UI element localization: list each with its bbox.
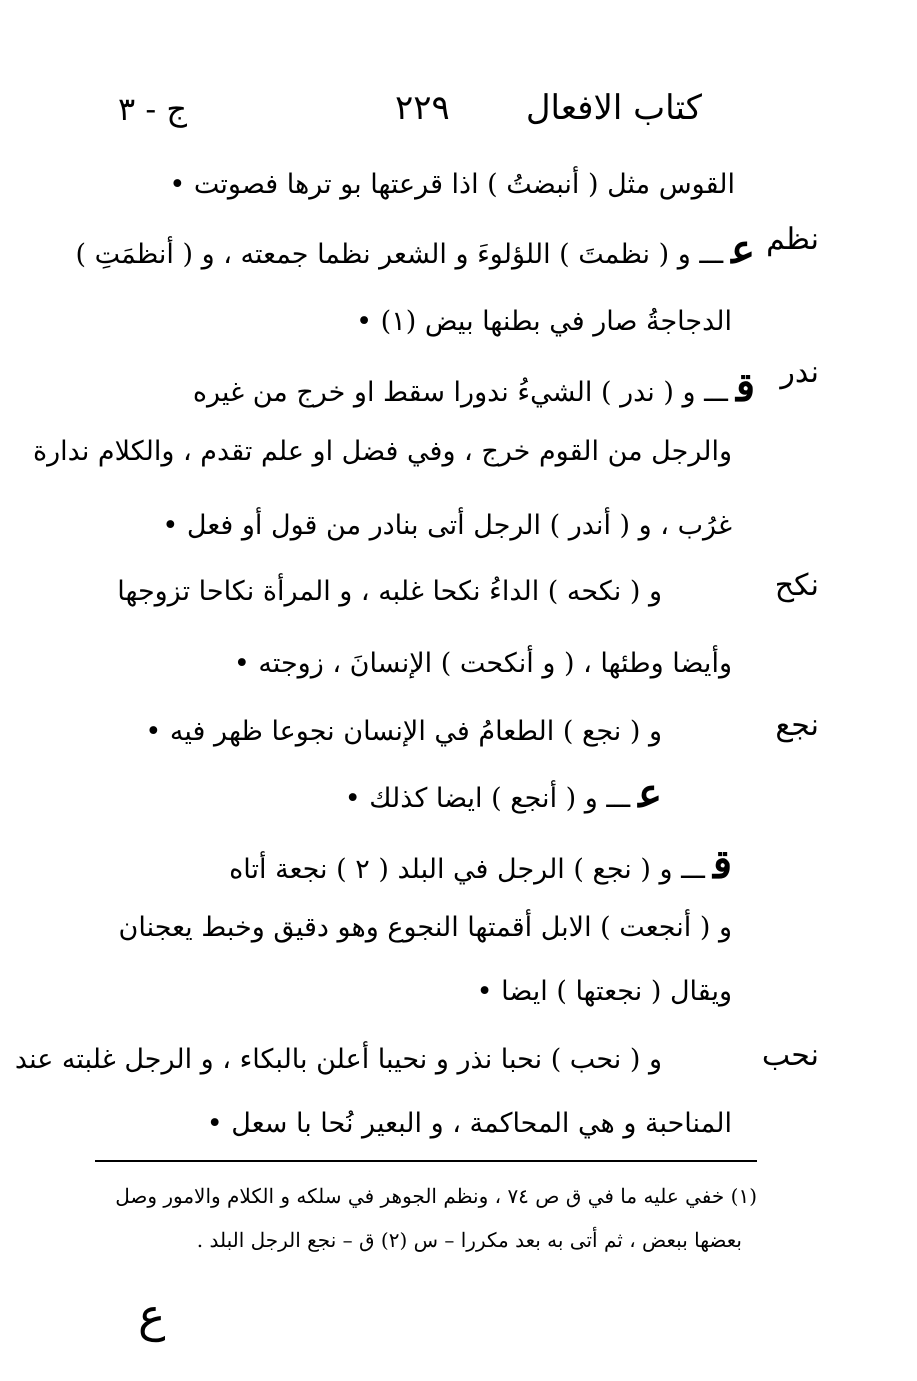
running-title: كتاب الافعال: [525, 88, 702, 128]
text-line: [229, 841, 732, 890]
footnote-line: (١) خفي عليه ما في ق ص ٧٤ ، ونظم الجوهر في سلكه و الكلام والامور وصل: [115, 1184, 757, 1208]
source-marker: ق: [712, 841, 732, 888]
volume-label: ج - ٣: [118, 90, 187, 128]
page-number: ٢٢٩: [395, 88, 450, 128]
text-line: المناحبة و هي المحاكمة ، و البعير نُحا با سعل •: [206, 1108, 732, 1139]
text-line: ويقال ( نجعتها ) ايضا •: [476, 976, 732, 1007]
margin-headword-nadara: ندر: [780, 355, 819, 390]
text-line: [75, 226, 755, 275]
text-line: والرجل من القوم خرج ، وفي فضل او علم تقدم ، والكلام ندارة: [32, 436, 732, 467]
text-line: القوس مثل ( أنبضتُ ) اذا قرعتها بو ترها فصوتت •: [169, 169, 735, 200]
text-line: و ( نجع ) الطعامُ في الإنسان نجوعا ظهر فيه •: [145, 716, 662, 747]
line-content: ـــ و ( نجع ) الرجل في البلد ( ٢ ) نجعة أتاه: [229, 854, 705, 885]
text-line: غرُب ، و ( أندر ) الرجل أتى بنادر من قول أو فعل •: [162, 510, 732, 541]
source-marker: ق: [735, 364, 755, 411]
line-content: ـــ و ( نظمتَ ) اللؤلوءَ و الشعر نظما جمعته ، و ( أنظمَتِ ): [75, 239, 724, 270]
line-content: ـــ و ( أنجع ) ايضا كذلك •: [344, 783, 631, 814]
margin-headword-nakaha: نكح: [774, 568, 819, 603]
footnote-divider: [95, 1160, 757, 1162]
source-marker: ع: [638, 770, 662, 817]
text-line: و ( أنجعت ) الابل أقمتها النجوع وهو دقيق وخبط يعجنان: [118, 912, 732, 943]
text-line: و ( نحب ) نحبا نذر و نحيبا أعلن بالبكاء ، و الرجل غلبته عند: [14, 1044, 662, 1075]
text-line: [344, 770, 662, 819]
margin-headword-najaa: نجع: [775, 708, 819, 743]
margin-headword-nahaba: نحب: [761, 1038, 819, 1073]
text-line: [192, 364, 755, 413]
line-content: ـــ و ( ندر ) الشيءُ ندورا سقط او خرج من غيره: [192, 377, 728, 408]
text-line: الدجاجةُ صار في بطنها بيض (١) •: [356, 306, 732, 337]
text-line: و ( نكحه ) الداءُ نكحا غلبه ، و المرأة نكاحا تزوجها: [117, 576, 662, 607]
margin-headword-nazama: نظم: [766, 222, 819, 257]
signature-mark: ع: [138, 1288, 166, 1342]
text-line: وأيضا وطئها ، ( و أنكحت ) الإنسانَ ، زوجته •: [233, 648, 732, 679]
footnote-line: بعضها ببعض ، ثم أتى به بعد مكررا – س (٢) ق – نجع الرجل البلد .: [196, 1228, 742, 1252]
source-marker: ع: [731, 226, 755, 273]
